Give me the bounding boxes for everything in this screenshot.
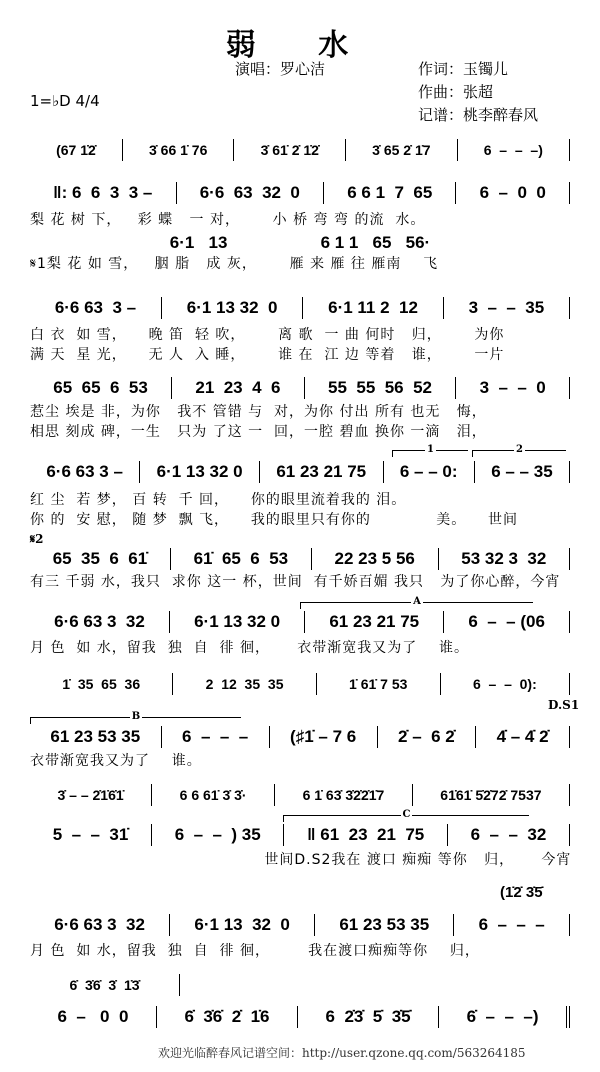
lyrics-line: 月 色 如 水，留我 独 自 徘 徊， 衣带渐宽我又为了 谁。 (30, 640, 470, 656)
singer: 演唱：罗心洁 (235, 60, 326, 78)
section-b-bracket: B (30, 717, 241, 724)
measure: 6 – 0 0 (456, 182, 570, 204)
lyrics-line: 白 衣 如 雪， 晚 笛 轻 吹， 离 歌 一 曲 何时 归， 为你 (30, 327, 505, 343)
measure: 3̇ 61̇ 2̇ 1̇2̇ (234, 139, 346, 161)
measure: 22 23 5 56 (312, 548, 439, 570)
notation-row (30, 548, 570, 570)
measure: 21 23 4 6 (172, 377, 305, 399)
interlude-prefix: (1̇2̇ 3̇5̇ (500, 884, 543, 901)
notation-row (30, 611, 570, 633)
measure: 2̇ – 6 2̇ (378, 726, 477, 748)
measure: 6·1 13 32 0 (170, 914, 315, 936)
notation-row (30, 726, 570, 748)
measure: 1̇ 61̇ 7 53 (317, 673, 441, 695)
notation-row (30, 974, 180, 996)
measure: (67 1̇2̇ (30, 139, 123, 161)
footer-credit: 欢迎光临醉春风记谱空间：http://user.qzone.qq.com/563264185 (158, 1046, 526, 1060)
measure: 6 – – 32 (448, 824, 570, 846)
measure: ‖ 61 23 21 75 (284, 824, 448, 846)
notation-row (30, 824, 570, 846)
section-c-bracket: C (283, 815, 529, 822)
measure: 6·1 13 (169, 233, 228, 252)
measure: 6̇ 3̇6̇ 3̇ 1̇3̇ (30, 974, 180, 996)
lyrics-line: 世间D.S2我在 渡口 痴痴 等你 归， 今宵 (30, 852, 572, 868)
measure: 61̇61̇ 5̇2̇72̇ 7537 (413, 784, 570, 806)
measure: 6 – – (06 (444, 611, 570, 633)
notation-row (30, 139, 570, 161)
section-a-bracket: A (300, 602, 533, 609)
measure: 61̇ 65 6 53 (171, 548, 312, 570)
measure: 6·6 63 32 0 (177, 182, 325, 204)
measure (477, 232, 570, 254)
transcriber: 记谱：桃李醉春风 (418, 106, 539, 124)
measure: 6 1̇ 63̇ 3̇2̇2̇1̇7 (275, 784, 413, 806)
composer: 作曲：张超 (418, 83, 494, 101)
measure: 6̇ – – –) (439, 1006, 570, 1028)
measure: ‖: 6 6 3 3 – (30, 182, 177, 204)
notation-row (30, 297, 570, 319)
measure: 4̇ – 4̇ 2̇ (476, 726, 570, 748)
measure (30, 232, 123, 254)
measure: 6·1 13 32 0 (140, 461, 260, 483)
measure: 5 – – 31̇ (30, 824, 152, 846)
lyrics-line: 红 尘 若 梦， 百 转 千 回， 你的眼里流着我的 泪。 (30, 492, 407, 508)
measure: 6 2̇3̇ 5̇ 3̇5̇ (298, 1006, 439, 1028)
measure: 6 – – ) 35 (152, 824, 284, 846)
measure: 6 1 1 65 56· (320, 233, 431, 252)
measure: 61 23 21 75 (305, 611, 444, 633)
measure: (♯1̇ – 7 6 (270, 726, 378, 748)
notation-row (30, 914, 570, 936)
notation-row (30, 182, 570, 204)
lyrics-line: 你 的 安 慰， 随 梦 飘 飞， 我的眼里只有你的 美。 世间 (30, 512, 519, 528)
measure: 3̇ 65 2̇ 1̇7 (346, 139, 458, 161)
measure: 6·6 63 3 32 (30, 914, 170, 936)
measure: 6̇ 3̇6̇ 2̇ 1̇6 (157, 1006, 298, 1028)
measure: 65 65 6 53 (30, 377, 172, 399)
measure: 6·6 63 3 – (30, 461, 140, 483)
volta-2: 2 (472, 450, 566, 457)
lyrics-line: 满 天 星 光， 无 人 入 睡， 谁 在 江 边 等着 谁， 一片 (30, 347, 505, 363)
lyrics-line: 惹尘 埃是 非，为你 我不 管错 与 对，为你 付出 所有 也无 悔， (30, 404, 487, 420)
measure: 3 – – 35 (444, 297, 570, 319)
measure: 6 – – –) (458, 139, 570, 161)
measure: 6 – – – (162, 726, 270, 748)
notation-row (30, 673, 570, 695)
lyrics-line: 月 色 如 水，留我 独 自 徘 徊， 我在渡口痴痴等你 归， (30, 943, 480, 959)
ds1-mark: D.S1 (548, 698, 580, 712)
measure: 6 – – 35 (475, 461, 570, 483)
measure: 6·1 11 2 12 (303, 297, 443, 319)
measure: 6 – – 0: (384, 461, 475, 483)
measure: 53 32 3 32 (439, 548, 570, 570)
measure: 3̇ 66 1̇ 76 (123, 139, 235, 161)
measure: 2 12 35 35 (173, 673, 316, 695)
lyrics-line: 有三 千弱 水，我只 求你 这一 杯，世间 有千娇百媚 我只 为了你心醉，今宵 (30, 574, 561, 590)
lyricist: 作词：玉镯儿 (418, 60, 509, 78)
lyrics-line: 衣带渐宽我又为了 谁。 (30, 753, 202, 769)
measure: 6·1 13 32 0 (170, 611, 305, 633)
measure: 3̇ – – 2̇1̇6̇1̇ (30, 784, 152, 806)
measure: 61 23 21 75 (260, 461, 384, 483)
measure: 6·6 63 3 32 (30, 611, 170, 633)
notation-row (30, 1006, 570, 1028)
measure: 6 – – – (454, 914, 570, 936)
measure: 6 – – 0): (441, 673, 570, 695)
key-signature: 1=♭D 4/4 (30, 92, 100, 110)
measure: 6 6 1 7 65 (324, 182, 456, 204)
measure: 6 – 0 0 (30, 1006, 157, 1028)
measure: 61 23 53 35 (30, 726, 162, 748)
volta-1: 1 (392, 450, 468, 457)
lyrics-line: 相思 刻成 碑，一生 只为 了这 一 回，一腔 碧血 换你 一滴 泪， (30, 424, 487, 440)
notation-row (30, 232, 570, 254)
lyrics-line: 𝄋1梨 花 如 雪， 胭 脂 成 灰， 雁 来 雁 往 雁南 飞 (30, 256, 439, 272)
measure: 6·1 13 32 0 (162, 297, 303, 319)
measure: 6·6 63 3 – (30, 297, 162, 319)
measure: 6 6 61̇ 3̇ 3̇· (152, 784, 275, 806)
notation-row (30, 784, 570, 806)
lyrics-line: 梨 花 树 下， 彩 蝶 一 对， 小 桥 弯 弯 的流 水。 (30, 212, 426, 228)
measure: 65 35 6 61̇ (30, 548, 171, 570)
measure: 1̇ 35 65 36 (30, 673, 173, 695)
measure: 55 55 56 52 (305, 377, 457, 399)
measure: 61 23 53 35 (315, 914, 454, 936)
notation-row (30, 461, 570, 483)
song-title: 弱 水 (225, 28, 375, 63)
measure: 3 – – 0 (456, 377, 570, 399)
segno-2: 𝄋2 (30, 532, 44, 546)
notation-row (30, 377, 570, 399)
